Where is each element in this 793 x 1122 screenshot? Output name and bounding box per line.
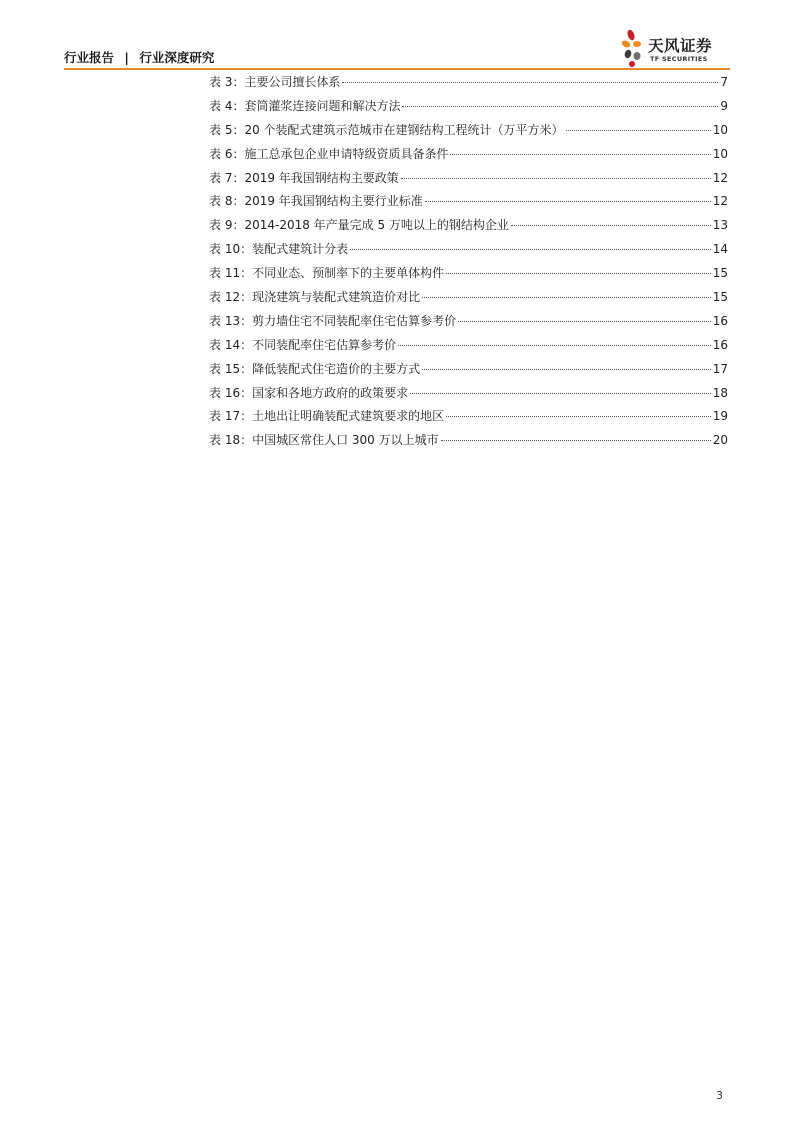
page-number: 3 xyxy=(716,1089,723,1102)
toc-entry-label: 表 4：套筒灌浆连接问题和解决方法 xyxy=(209,98,401,113)
toc-entry-label: 表 15：降低装配式住宅造价的主要方式 xyxy=(209,361,421,376)
toc-entry[interactable] xyxy=(209,336,728,360)
header-rule xyxy=(64,68,730,70)
toc-leader-dots xyxy=(566,130,711,131)
toc-entry-page: 19 xyxy=(712,409,728,424)
report-subtype: 行业深度研究 xyxy=(139,50,215,65)
toc-leader-dots xyxy=(446,416,711,417)
toc-entry[interactable] xyxy=(209,288,728,312)
toc-entry-label: 表 6：施工总承包企业申请特级资质具备条件 xyxy=(209,146,449,161)
toc-entry-page: 10 xyxy=(712,122,728,137)
toc-entry[interactable] xyxy=(209,192,728,216)
logo-en-name: TF SECURITIES xyxy=(650,55,708,63)
toc-entry-page: 12 xyxy=(712,194,728,209)
toc-leader-dots xyxy=(402,106,718,107)
toc-entry-label: 表 7：2019 年我国钢结构主要政策 xyxy=(209,170,399,185)
toc-entry-page: 16 xyxy=(712,337,728,352)
toc-entry-label: 表 8：2019 年我国钢结构主要行业标准 xyxy=(209,194,423,209)
toc-entry-page: 15 xyxy=(712,266,728,281)
toc-entry-label: 表 16：国家和各地方政府的政策要求 xyxy=(209,385,409,400)
toc-leader-dots xyxy=(401,178,711,179)
tf-securities-logo xyxy=(622,26,734,68)
toc-entry[interactable] xyxy=(209,360,728,384)
toc-entry-label: 表 12：现浇建筑与装配式建筑造价对比 xyxy=(209,290,421,305)
toc-leader-dots xyxy=(398,345,711,346)
toc-leader-dots xyxy=(425,201,711,202)
toc-entry-page: 16 xyxy=(712,313,728,328)
toc-entry[interactable] xyxy=(209,264,728,288)
report-type: 行业报告 xyxy=(64,50,115,65)
toc-leader-dots xyxy=(342,82,718,83)
toc-entry[interactable] xyxy=(209,169,728,193)
toc-entry-page: 14 xyxy=(712,242,728,257)
toc-entry-page: 20 xyxy=(712,433,728,448)
toc-entry-page: 17 xyxy=(712,361,728,376)
logo-petals-icon xyxy=(622,26,650,68)
toc-entry-label: 表 10：装配式建筑计分表 xyxy=(209,242,349,257)
toc-entry[interactable] xyxy=(209,312,728,336)
toc-leader-dots xyxy=(458,321,711,322)
toc-entry[interactable] xyxy=(209,407,728,431)
toc-entry[interactable] xyxy=(209,121,728,145)
toc-entry-label: 表 18：中国城区常住人口 300 万以上城市 xyxy=(209,433,439,448)
toc-entry-label: 表 9：2014-2018 年产量完成 5 万吨以上的钢结构企业 xyxy=(209,218,509,233)
toc-entry-page: 9 xyxy=(720,98,728,113)
toc-entry-label: 表 14：不同装配率住宅估算参考价 xyxy=(209,337,397,352)
report-category xyxy=(64,48,214,66)
toc-leader-dots xyxy=(441,440,711,441)
toc-entry-page: 18 xyxy=(712,385,728,400)
toc-entry-label: 表 13：剪力墙住宅不同装配率住宅估算参考价 xyxy=(209,313,457,328)
toc-leader-dots xyxy=(410,393,711,394)
toc-entry[interactable] xyxy=(209,145,728,169)
logo-cn-name: 天风证券 xyxy=(648,37,713,55)
toc-entry-label: 表 11：不同业态、预制率下的主要单体构件 xyxy=(209,266,445,281)
toc-leader-dots xyxy=(350,249,711,250)
toc-entry-page: 13 xyxy=(712,218,728,233)
toc-leader-dots xyxy=(511,225,711,226)
toc-entry[interactable] xyxy=(209,240,728,264)
toc-entry-label: 表 3：主要公司擅长体系 xyxy=(209,75,341,89)
toc-entry[interactable] xyxy=(209,384,728,408)
toc-entry-label: 表 5：20 个装配式建筑示范城市在建钢结构工程统计（万平方米） xyxy=(209,122,564,137)
toc-entry-label: 表 17：土地出让明确装配式建筑要求的地区 xyxy=(209,409,445,424)
table-of-contents xyxy=(209,73,728,455)
toc-entry[interactable] xyxy=(209,73,728,97)
toc-entry-page: 10 xyxy=(712,146,728,161)
toc-entry[interactable] xyxy=(209,431,728,455)
toc-entry-page: 12 xyxy=(712,170,728,185)
toc-entry-page: 7 xyxy=(720,75,728,89)
toc-leader-dots xyxy=(422,369,711,370)
toc-entry[interactable] xyxy=(209,97,728,121)
toc-entry-page: 15 xyxy=(712,290,728,305)
toc-leader-dots xyxy=(446,273,711,274)
toc-leader-dots xyxy=(422,297,711,298)
header-separator: | xyxy=(124,50,129,65)
toc-leader-dots xyxy=(450,154,710,155)
toc-entry[interactable] xyxy=(209,216,728,240)
